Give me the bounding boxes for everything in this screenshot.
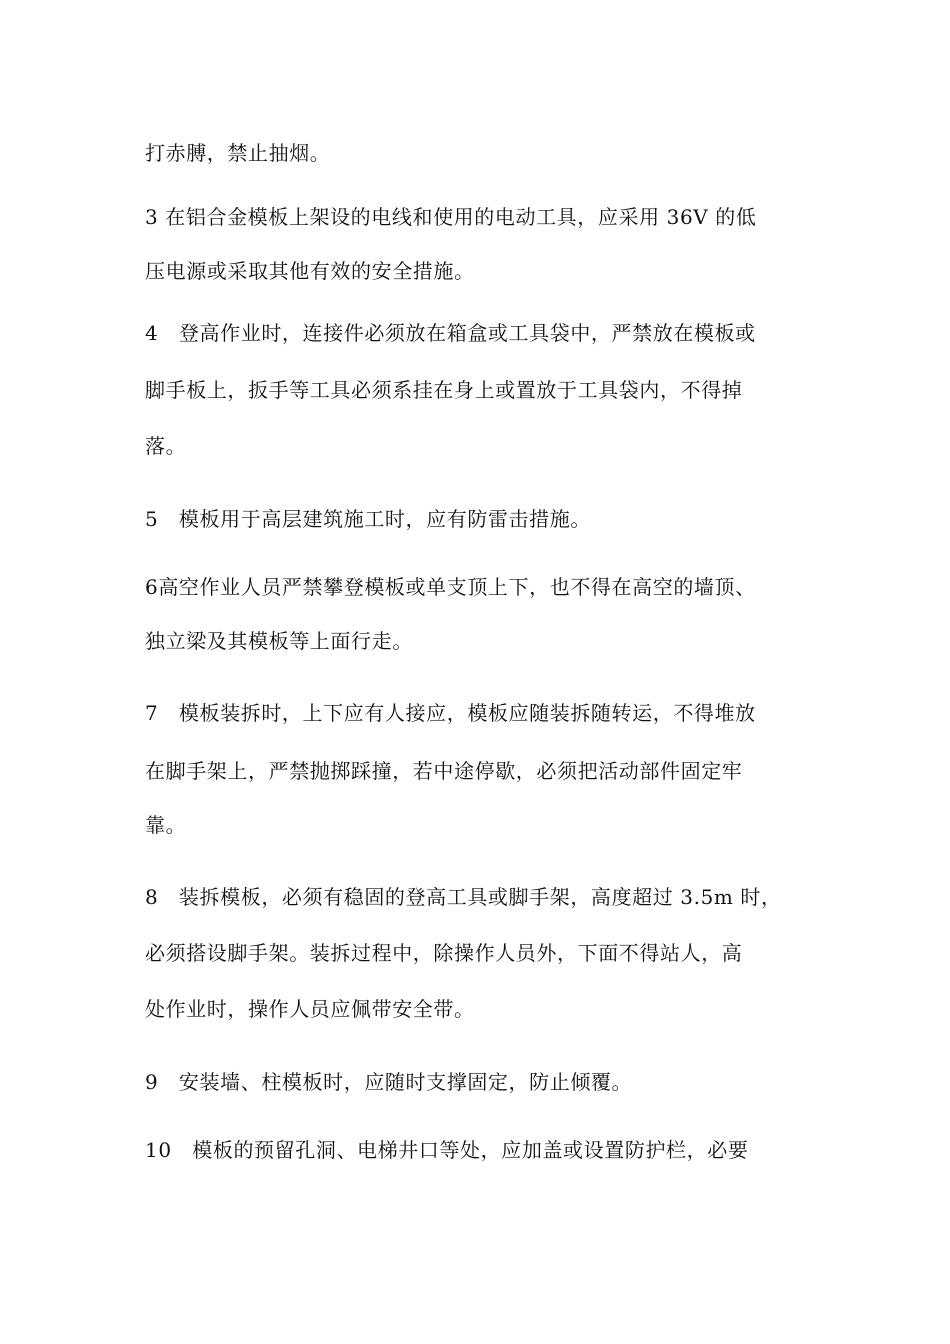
text-line: 在脚手架上，严禁抛掷踩撞，若中途停歇，必须把活动部件固定牢: [145, 759, 743, 783]
text-line: 落。: [145, 434, 187, 458]
text-line: 打赤膊，禁止抽烟。: [145, 141, 331, 165]
text-line: 处作业时，操作人员应佩带安全带。: [145, 997, 475, 1021]
text-line: 8 装拆模板，必须有稳固的登高工具或脚手架，高度超过 3.5m 时，: [145, 885, 782, 909]
text-line: 脚手板上，扳手等工具必须系挂在身上或置放于工具袋内，不得掉: [145, 378, 743, 402]
text-line: 7 模板装拆时，上下应有人接应，模板应随装拆随转运，不得堆放: [145, 701, 756, 725]
text-line: 6高空作业人员严禁攀登模板或单支顶上下，也不得在高空的墙顶、: [145, 575, 756, 599]
text-line: 必须搭设脚手架。装拆过程中，除操作人员外，下面不得站人，高: [145, 941, 743, 965]
text-line: 3 在铝合金模板上架设的电线和使用的电动工具，应采用 36V 的低: [145, 205, 757, 229]
text-line: 独立梁及其模板等上面行走。: [145, 629, 413, 653]
text-line: 压电源或采取其他有效的安全措施。: [145, 259, 475, 283]
text-line: 4 登高作业时，连接件必须放在箱盒或工具袋中，严禁放在模板或: [145, 321, 756, 345]
text-line: 10 模板的预留孔洞、电梯井口等处，应加盖或设置防护栏，必要: [145, 1138, 749, 1162]
text-line: 9 安装墙、柱模板时，应随时支撑固定，防止倾覆。: [145, 1070, 633, 1094]
text-line: 5 模板用于高层建筑施工时，应有防雷击措施。: [145, 507, 591, 531]
text-line: 靠。: [145, 813, 187, 837]
